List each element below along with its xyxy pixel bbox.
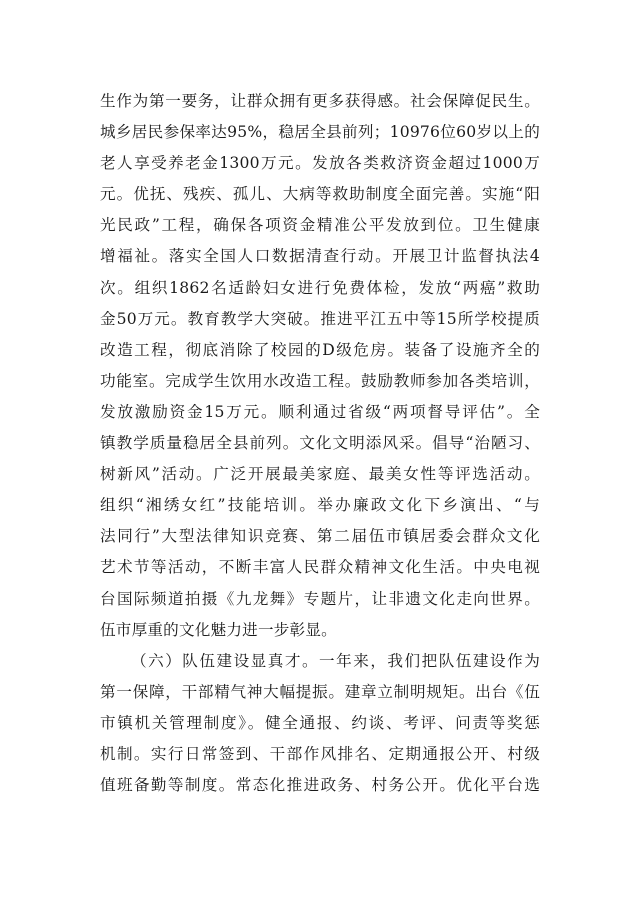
section-heading-line: （六）队伍建设显真才。一年来，我们把队伍建设作为 xyxy=(131,651,540,670)
text-line: 光民政”工程，确保各项资金精准公平发放到位。卫生健康 xyxy=(100,216,540,235)
text-line: 发放激励资金15万元。顺利通过省级“两项督导评估”。全 xyxy=(100,402,540,421)
text-line: 值班备勤等制度。常态化推进政务、村务公开。优化平台选 xyxy=(100,776,540,795)
text-line: 镇教学质量稳居全县前列。文化文明添风采。倡导“治陋习、 xyxy=(100,434,540,453)
text-line: 市镇机关管理制度》。健全通报、约谈、考评、问责等奖惩 xyxy=(100,713,540,732)
text-line: 次。组织1862名适龄妇女进行免费体检，发放“两癌”救助 xyxy=(100,278,540,297)
text-line: 改造工程，彻底消除了校园的D级危房。装备了设施齐全的 xyxy=(100,340,540,359)
text-line: 城乡居民参保率达95%，稳居全县前列；10976位60岁以上的 xyxy=(100,123,540,142)
text-line: 台国际频道拍摄《九龙舞》专题片，让非遗文化走向世界。 xyxy=(100,589,540,608)
text-line: 第一保障，干部精气神大幅提振。建章立制明规矩。出台《伍 xyxy=(100,682,540,701)
text-line: 法同行”大型法律知识竞赛、第二届伍市镇居委会群众文化 xyxy=(100,527,540,546)
text-line: 机制。实行日常签到、干部作风排名、定期通报公开、村级 xyxy=(100,744,540,763)
text-line: 增福祉。落实全国人口数据清查行动。开展卫计监督执法4 xyxy=(100,247,540,266)
text-line: 功能室。完成学生饮用水改造工程。鼓励教师参加各类培训， xyxy=(100,371,540,390)
text-line: 生作为第一要务，让群众拥有更多获得感。社会保障促民生。 xyxy=(100,92,540,110)
paragraph-last-line: 伍市厚重的文化魅力进一步彰显。 xyxy=(100,620,337,639)
text-line: 艺术节等活动，不断丰富人民群众精神文化生活。中央电视 xyxy=(100,558,540,577)
body-text xyxy=(100,86,540,801)
text-line: 元。优抚、残疾、孤儿、大病等救助制度全面完善。实施“阳 xyxy=(100,185,540,204)
text-line: 树新风”活动。广泛开展最美家庭、最美女性等评选活动。 xyxy=(100,465,540,484)
text-line: 金50万元。教育教学大突破。推进平江五中等15所学校提质 xyxy=(100,309,540,328)
text-line: 组织“湘绣女红”技能培训。举办廉政文化下乡演出、“与 xyxy=(100,496,540,515)
text-line: 老人享受养老金1300万元。发放各类救济资金超过1000万 xyxy=(100,154,540,173)
